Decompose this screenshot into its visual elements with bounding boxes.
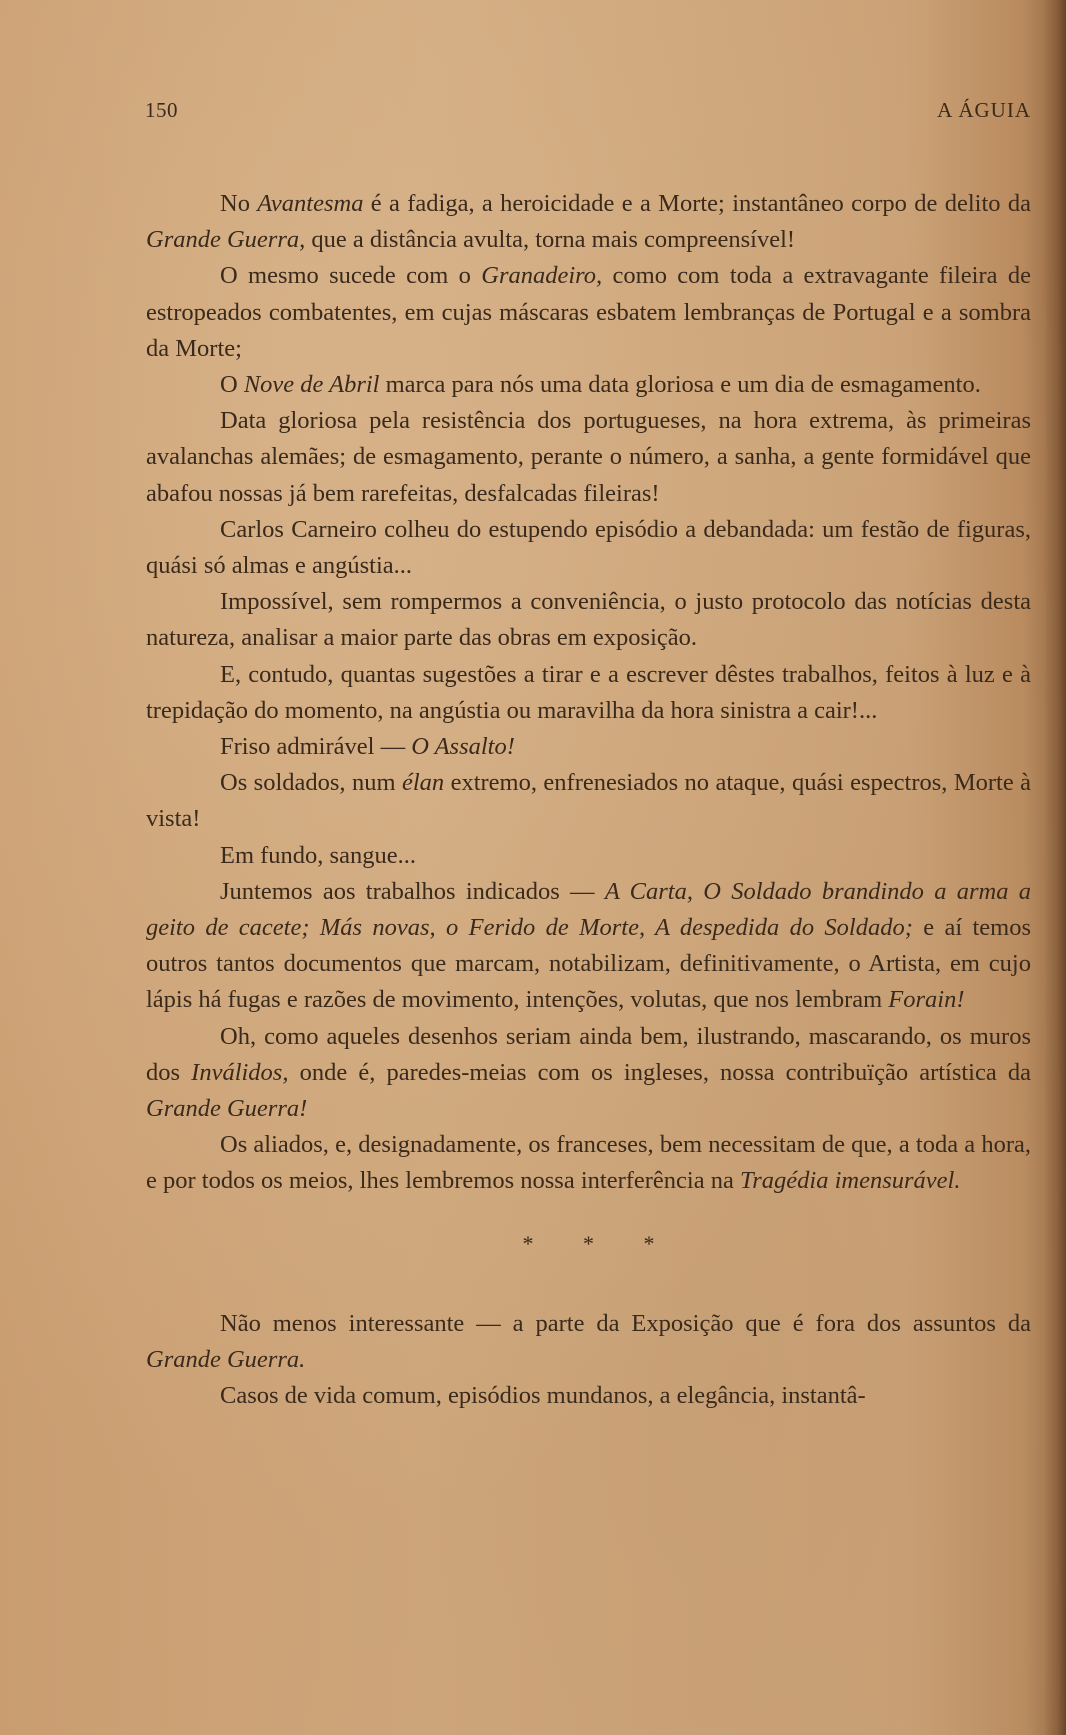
italic-text-run: Forain!	[888, 986, 965, 1014]
text-run: Os soldados, num	[220, 769, 402, 797]
text-run: Em fundo, sangue...	[220, 841, 416, 869]
paragraph	[146, 1127, 1031, 1199]
italic-text-run: A Carta, O Soldado brandindo a arma a geito de cacete; Más novas, o Ferido de Morte, A despedida do Soldado;	[146, 877, 1031, 942]
text-run: marca para nós uma data gloriosa e um dia de esmagamento.	[379, 371, 981, 399]
page-edge-shadow	[1044, 0, 1066, 1735]
text-run: onde é, paredes-meias com os ingleses, nossa contribuïção artística da	[288, 1058, 1031, 1086]
italic-text-run: élan	[401, 769, 445, 797]
text-run: Oh, como aqueles desenhos seriam ainda bem, ilustrando, mascarando, os muros dos	[146, 1022, 1031, 1086]
text-run: E, contudo, quantas sugestões a tirar e a escrever dêstes trabalhos, feitos à luz e à trepidação do momento, na angústia ou maravilha da hora sinistra a cair!...	[146, 660, 1031, 724]
paragraph	[146, 765, 1031, 837]
text-run: Casos de vida comum, episódios mundanos, a elegância, instantâ-	[220, 1382, 866, 1410]
italic-text-run: Grande Guerra!	[146, 1095, 308, 1123]
text-run: extremo, enfrenesiados no ataque, quási espectros, Morte à vista!	[146, 769, 1031, 833]
text-run: é a fadiga, a heroicidade e a Morte; instantâneo corpo de delito da	[363, 190, 1031, 217]
text-body	[146, 186, 1031, 1414]
paragraph	[146, 838, 1031, 874]
paragraph	[146, 657, 1031, 729]
text-run: Não menos interessante — a parte da Exposição que é fora dos assuntos da	[220, 1309, 1031, 1337]
paragraph	[146, 403, 1031, 512]
paragraph	[146, 729, 1031, 765]
italic-text-run: Avantesma	[257, 190, 364, 217]
italic-text-run: Tragédia imensurável.	[739, 1167, 961, 1195]
text-run: Impossível, sem rompermos a conveniência, o justo protocolo das notícias desta natureza, analisar a maior parte das obras em exposição.	[146, 588, 1031, 652]
paragraph	[146, 367, 1031, 403]
italic-text-run: Nove de Abril	[243, 371, 380, 399]
paragraph	[146, 258, 1031, 367]
text-run: e aí temos outros tantos documentos que marcam, notabilizam, definitivamente, o Artista, em cujo lápis há fugas e razões de movimento, intenções, volutas, que nos lembram	[146, 914, 1032, 1014]
italic-text-run: Granadeiro,	[481, 262, 603, 290]
italic-text-run: Inválidos,	[191, 1058, 289, 1086]
text-section-before-separator	[146, 186, 1031, 1200]
paragraph	[146, 1019, 1031, 1128]
paragraph	[146, 1378, 1031, 1414]
text-run: como com toda a extravagante fileira de estropeados combatentes, em cujas máscaras esbatem lembranças de Portugal e a sombra da Morte;	[146, 262, 1031, 362]
text-run: Juntemos aos trabalhos indicados —	[220, 877, 605, 905]
paragraph	[146, 1306, 1031, 1378]
text-section-after-separator	[146, 1306, 1031, 1415]
italic-text-run: O Assalto!	[411, 733, 515, 761]
text-run: Carlos Carneiro colheu do estupendo episódio a debandada: um festão de figuras, quási só almas e angústia...	[146, 515, 1031, 580]
text-run: No	[220, 190, 258, 217]
text-run: Os aliados, e, designadamente, os franceses, bem necessitam de que, a toda a hora, e por todos os meios, lhes lembremos nossa interferência na	[146, 1131, 1031, 1195]
paragraph	[146, 584, 1031, 656]
section-separator: * * *	[522, 1230, 677, 1256]
paragraph	[146, 874, 1031, 1019]
italic-text-run: Grande Guerra.	[146, 1345, 306, 1373]
text-run: Data gloriosa pela resistência dos portugueses, na hora extrema, às primeiras avalanchas alemães; de esmagamento, perante o número, a sanha, a gente formidável que abafou nossas já bem rarefeitas, desfalcadas fileiras!	[146, 407, 1031, 507]
text-run: Friso admirável —	[220, 733, 412, 761]
paragraph	[146, 512, 1031, 584]
text-run: O mesmo sucede com o	[220, 262, 482, 290]
italic-text-run: Grande Guerra,	[146, 226, 306, 254]
text-run: que a distância avulta, torna mais compreensível!	[305, 226, 796, 254]
running-head	[145, 98, 1031, 128]
page-number: 150	[145, 98, 178, 122]
text-run: O	[220, 371, 244, 399]
journal-title: A ÁGUIA	[937, 98, 1031, 122]
paragraph	[146, 186, 1031, 258]
